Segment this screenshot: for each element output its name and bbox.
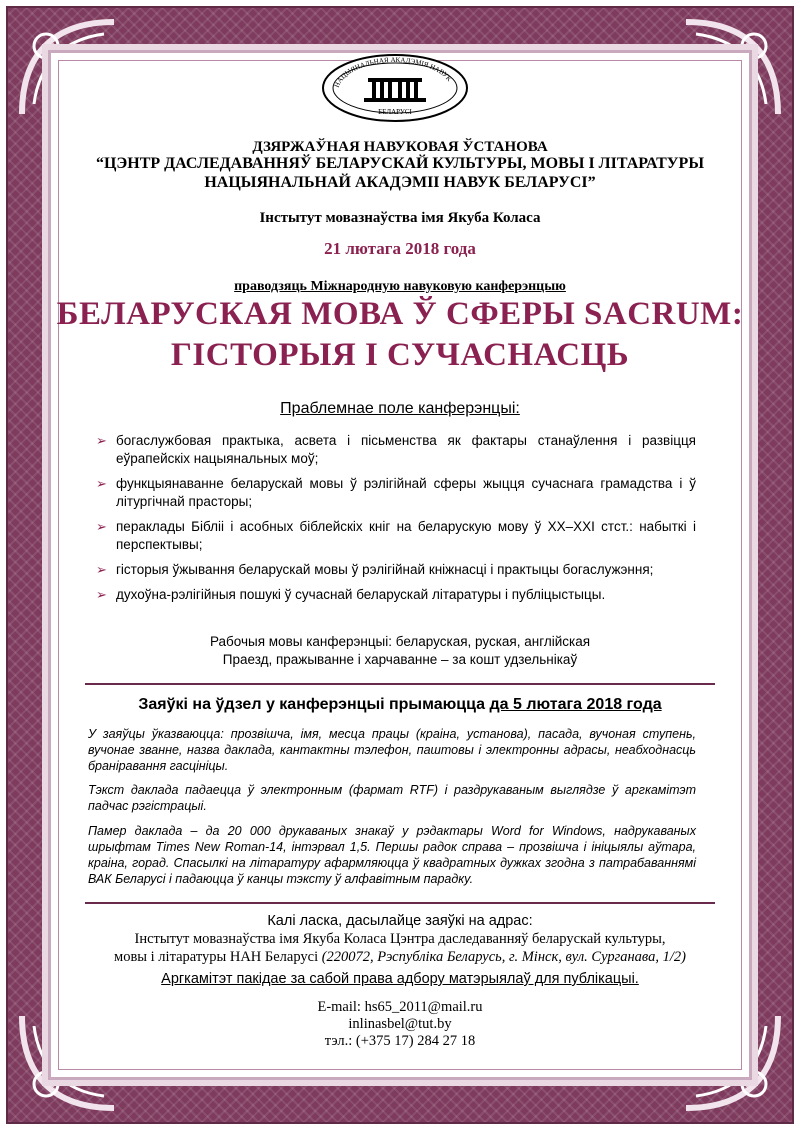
topics-list [96,432,696,611]
list-item: ➢ гісторыя ўжывання беларускай мовы ў рэлігійнай кніжнасці і практыцы богаслужэння; [96,562,654,577]
divider [85,902,715,904]
list-item: ➢ богаслужбовая практыка, асвета і пісьменства як фактары станаўлення і развіцця еўрапейскіх нацыянальных моў; [96,433,696,466]
list-item: ➢ функцыянаванне беларускай мовы ў рэлігійнай сферы жыцця сучаснага грамадства і ў літургічнай прасторы; [96,476,696,509]
arrow-right-icon: ➢ [96,519,107,534]
arrow-right-icon: ➢ [96,433,107,448]
submission-format: Тэкст даклада падаецца ў электронным (фармат RTF) і раздрукаваным выглядзе ў аргкамітэт падчас рэгістрацыі. [88,783,696,813]
address-line1: Інстытут мовазнаўства імя Якуба Коласа Цэнтра даследаванняў беларускай культуры, [134,931,666,947]
address-line2: мовы і літаратуры НАН Беларусі (220072, Рэспубліка Беларусь, г. Мінск, вул. Сурганава, 1/2) [114,949,686,965]
org-name-line2: НАЦЫЯНАЛЬНАЙ АКАДЭМІІ НАВУК БЕЛАРУСІ” [204,174,596,191]
applications-heading: Заяўкі на ўдзел у канферэнцыі прымаюцца да 5 лютага 2018 года [138,696,662,713]
conference-title-line2: ГІСТОРЫЯ І СУЧАСНАСЦЬ [170,337,630,373]
email-secondary: inlinasbel@tut.by [348,1016,452,1032]
arrow-right-icon: ➢ [96,562,107,577]
svg-text:БЕЛАРУСІ: БЕЛАРУСІ [378,108,412,116]
arrow-right-icon: ➢ [96,587,107,602]
conference-intro: праводзяць Міжнародную навуковую канферэнцыю [234,279,566,294]
org-type: ДЗЯРЖАЎНАЯ НАВУКОВАЯ ЎСТАНОВА [252,139,548,155]
deadline: да 5 лютага 2018 года [489,696,662,713]
phone-number: тэл.: (+375 17) 284 27 18 [324,1033,476,1049]
conference-title-line1: БЕЛАРУСКАЯ МОВА Ў СФЕРЫ SACRUM: [56,296,744,332]
list-item: ➢ духоўна-рэлігійныя пошукі ў сучаснай беларускай літаратуры і публіцыстыцы. [96,587,606,602]
email-primary: E-mail: hs65_2011@mail.ru [317,999,483,1015]
org-name-line1: “ЦЭНТР ДАСЛЕДАВАННЯЎ БЕЛАРУСКАЙ КУЛЬТУРЫ, МОВЫ І ЛІТАРАТУРЫ [95,155,705,172]
conference-date: 21 лютага 2018 года [324,239,476,258]
working-languages: Рабочыя мовы канферэнцыі: беларуская, руская, англійская [209,634,591,649]
academy-logo-icon [320,52,470,122]
arrow-right-icon: ➢ [96,476,107,491]
svg-text:НАЦЫЯНАЛЬНАЯ АКАДЭМІЯ НАВУК: НАЦЫЯНАЛЬНАЯ АКАДЭМІЯ НАВУК [332,55,454,89]
send-address-intro: Калі ласка, дасылайце заяўкі на адрас: [267,913,533,929]
travel-note: Праезд, пражыванне і харчаванне – за кошт удзельнікаў [222,652,578,667]
problem-field-heading: Праблемнае поле канферэнцыі: [280,400,520,417]
application-requirements: У заяўцы ўказваюцца: прозвішча, імя, месца працы (краіна, установа), пасада, вучоная ступень, вучонае званне, назва даклада, кантактны тэлефон, паштовы і электронны адрасы, неабходнасць браніравання гасцініцы. [88,727,696,773]
divider [85,683,715,685]
selection-rights-note: Аргкамітэт пакідае за сабой права адбору матэрыялаў для публікацыі. [161,971,639,987]
paper-size-rules: Памер даклада – да 20 000 друкаваных знакаў у рэдактары Word for Windows, надрукаваных шрыфтам Times New Roman-14, інтэрвал 1,5. Першы радок справа – прозвішча і ініцыялы аўтара, краіна, горад. Спасылкі на літаратуру афармляюцца ў квадратных дужках згодна з патрабаваннямі ВАК Беларусі і падаюцца ў канцы тэксту ў алфавітным парадку. [88,824,696,886]
list-item: ➢ пераклады Бібліі і асобных біблейскіх кніг на беларускую мову ў ХХ–ХХІ стст.: набыткі і перспектывы; [96,519,696,552]
institute-name: Інстытут мовазнаўства імя Якуба Коласа [259,210,541,226]
